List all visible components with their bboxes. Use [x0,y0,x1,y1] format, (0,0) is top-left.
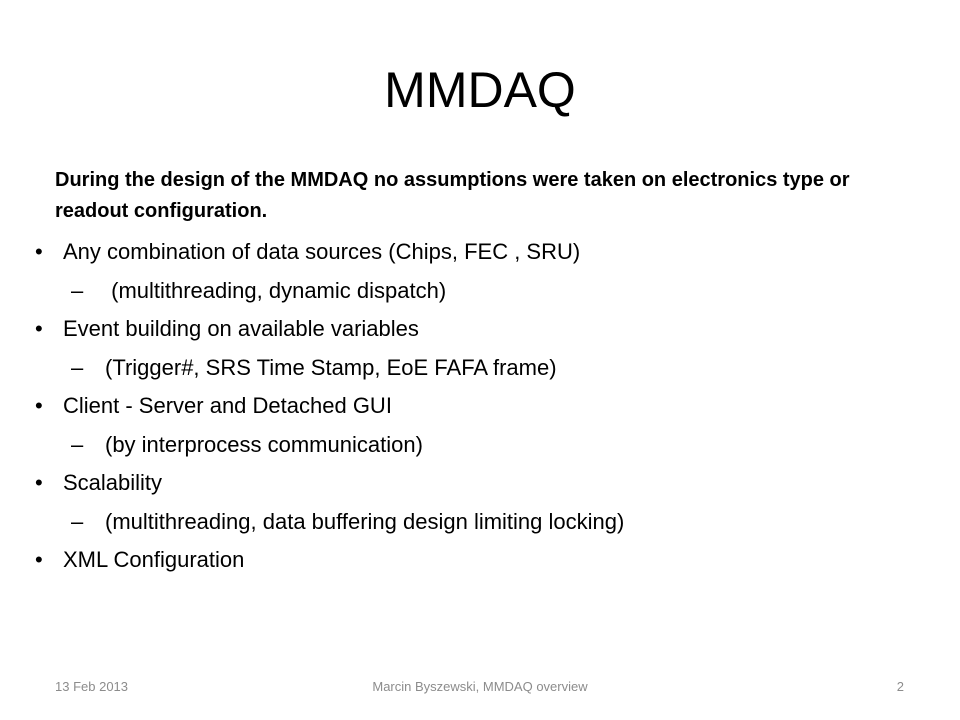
page-number: 2 [896,679,904,694]
intro-paragraph: During the design of the MMDAQ no assumptions were taken on electronics type or readout configuration. [55,169,850,222]
bullet-text: Client - Server and Detached GUI [63,393,392,418]
bullet-marker: • [35,316,43,341]
bullet-text: Scalability [63,470,163,495]
sub-bullet-item [71,353,557,383]
dash-marker: – [71,354,84,380]
bullet-text: (Trigger#, SRS Time Stamp, EoE FAFA frame) [105,354,557,380]
bullet-item [35,314,419,344]
dash-marker: – [71,277,84,303]
dash-marker: – [71,431,84,457]
dash-marker: – [71,508,84,534]
bullet-item [35,237,581,267]
footer-title: Marcin Byszewski, MMDAQ overview [372,679,588,694]
bullet-marker: • [35,547,43,572]
bullet-text: (multithreading, data buffering design limiting locking) [105,508,625,534]
bullet-item [35,468,163,498]
bullet-marker: • [35,470,43,495]
bullet-marker: • [35,393,43,418]
bullet-text: (multithreading, dynamic dispatch) [105,277,447,303]
slide-title: MMDAQ [384,62,576,118]
sub-bullet-item [71,276,447,306]
bullet-text: Any combination of data sources (Chips, FEC , SRU) [63,239,581,264]
footer-date: 13 Feb 2013 [55,679,129,694]
bullet-item [35,391,392,421]
bullet-text: Event building on available variables [63,316,419,341]
bullet-text: XML Configuration [63,547,245,572]
sub-bullet-item [71,507,625,537]
bullet-item [35,545,245,575]
bullet-text: (by interprocess communication) [105,431,423,457]
bullet-marker: • [35,239,43,264]
sub-bullet-item [71,430,423,460]
